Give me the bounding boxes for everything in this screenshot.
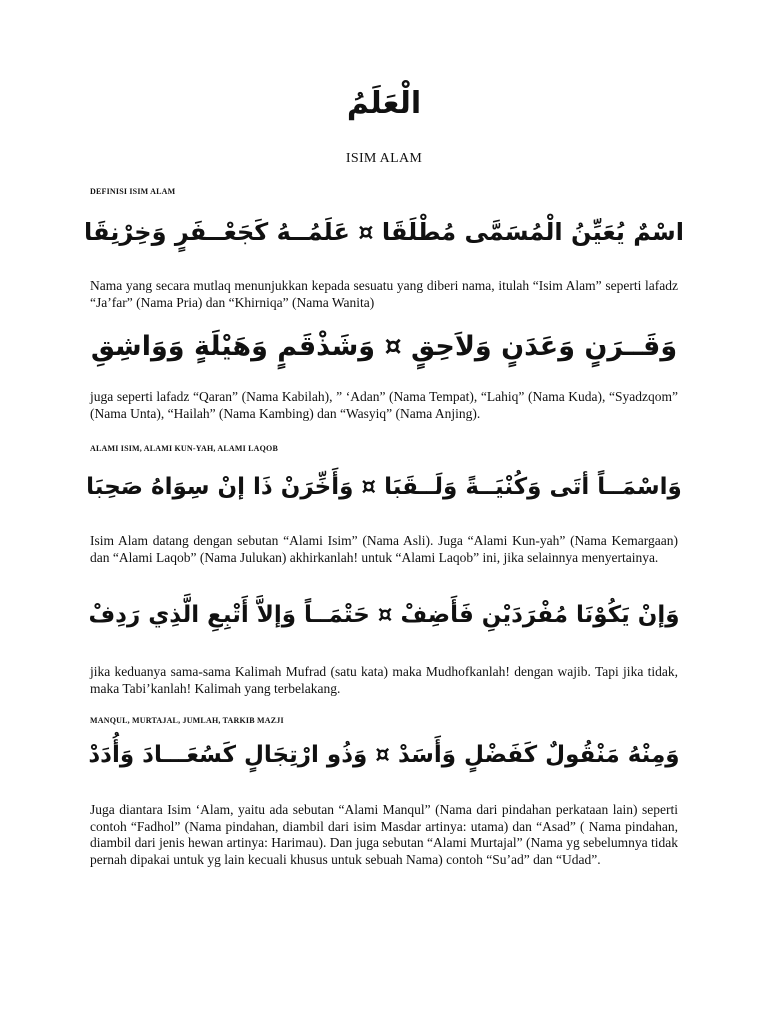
arabic-verse-2: وَقَــرَنٍ وَعَدَنٍ وَلاَحِقٍ ¤ وَشَذْقَمٍ وَهَيْلَةٍ وَوَاشِقِ	[90, 331, 678, 362]
translation-paragraph-4: jika keduanya sama-sama Kalimah Mufrad (satu kata) maka Mudhofkanlah! dengan wajib. Tapi jika tidak, maka Tabi’kanlah! Kalimah yang terbelakang.	[90, 664, 678, 696]
arabic-verse-5: وَمِنْهُ مَنْقُولٌ كَفَضْلٍ وَأَسَدْ ¤ وَذُو ارْتِجَالٍ كَسُعَـــادَ وَأُدَدْ	[88, 742, 680, 768]
arabic-verse-3: وَاسْمَــاً أتَى وَكُنْيَــةً وَلَــقَبَا ¤ وَأَخِّرَنْ ذَا إنْ سِوَاهُ صَحِبَا	[86, 474, 682, 500]
latin-title: ISIM ALAM	[345, 151, 423, 166]
section-heading-alami: ALAMI ISIM, ALAMI KUN-YAH, ALAMI LAQOB	[90, 444, 278, 453]
section-heading-definisi: DEFINISI ISIM ALAM	[90, 187, 176, 196]
arabic-verse-1: اسْمٌ يُعَيِّنُ الْمُسَمَّى مُطْلَقَا ¤ عَلَمُــهُ كَجَعْــفَرٍ وَخِرْنِقَا	[84, 218, 684, 246]
arabic-title: الْعَلَمُ	[346, 86, 422, 121]
translation-paragraph-5: Juga diantara Isim ‘Alam, yaitu ada sebutan “Alami Manqul” (Nama dari pindahan perkataan lain) seperti contoh “Fadhol” (Nama pindahan, diambil dari isim Masdar artinya: utama) dan “Asad” ( Nama pindahan, diambil dari jenis hewan artinya: Harimau). Dan juga sebutan “Alami Murtajal” (Nama yg sebelumnya tidak pernah dipakai untuk yg lain kecuali khusus untuk sebuah Nama) contoh “Su’ad” dan “Udad”.	[90, 802, 678, 867]
translation-paragraph-3: Isim Alam datang dengan sebutan “Alami Isim” (Nama Asli). Juga “Alami Kun-yah” (Nama Kemargaan) dan “Alami Laqob” (Nama Julukan) akhirkanlah! untuk “Alami Laqob” ini, jika selainnya menyertainya.	[90, 533, 678, 565]
arabic-verse-4: وَإنْ يَكُوْنَا مُفْرَدَيْنِ فَأَضِفْ ¤ حَتْمَــاً وَإلاَّ أَتْبِعِ الَّذِي رَدِفْ	[88, 602, 680, 628]
translation-paragraph-1: Nama yang secara mutlaq menunjukkan kepada sesuatu yang diberi nama, itulah “Isim Alam” seperti lafadz “Ja’far” (Nama Pria) dan “Khirniqa” (Nama Wanita)	[90, 278, 678, 310]
section-heading-manqul: MANQUL, MURTAJAL, JUMLAH, TARKIB MAZJI	[90, 716, 284, 725]
translation-paragraph-2: juga seperti lafadz “Qaran” (Nama Kabilah), ” ‘Adan” (Nama Tempat), “Lahiq” (Nama Kuda), “Syadzqom” (Nama Unta), “Hailah” (Nama Kambing) dan “Wasyiq” (Nama Anjing).	[90, 389, 678, 421]
